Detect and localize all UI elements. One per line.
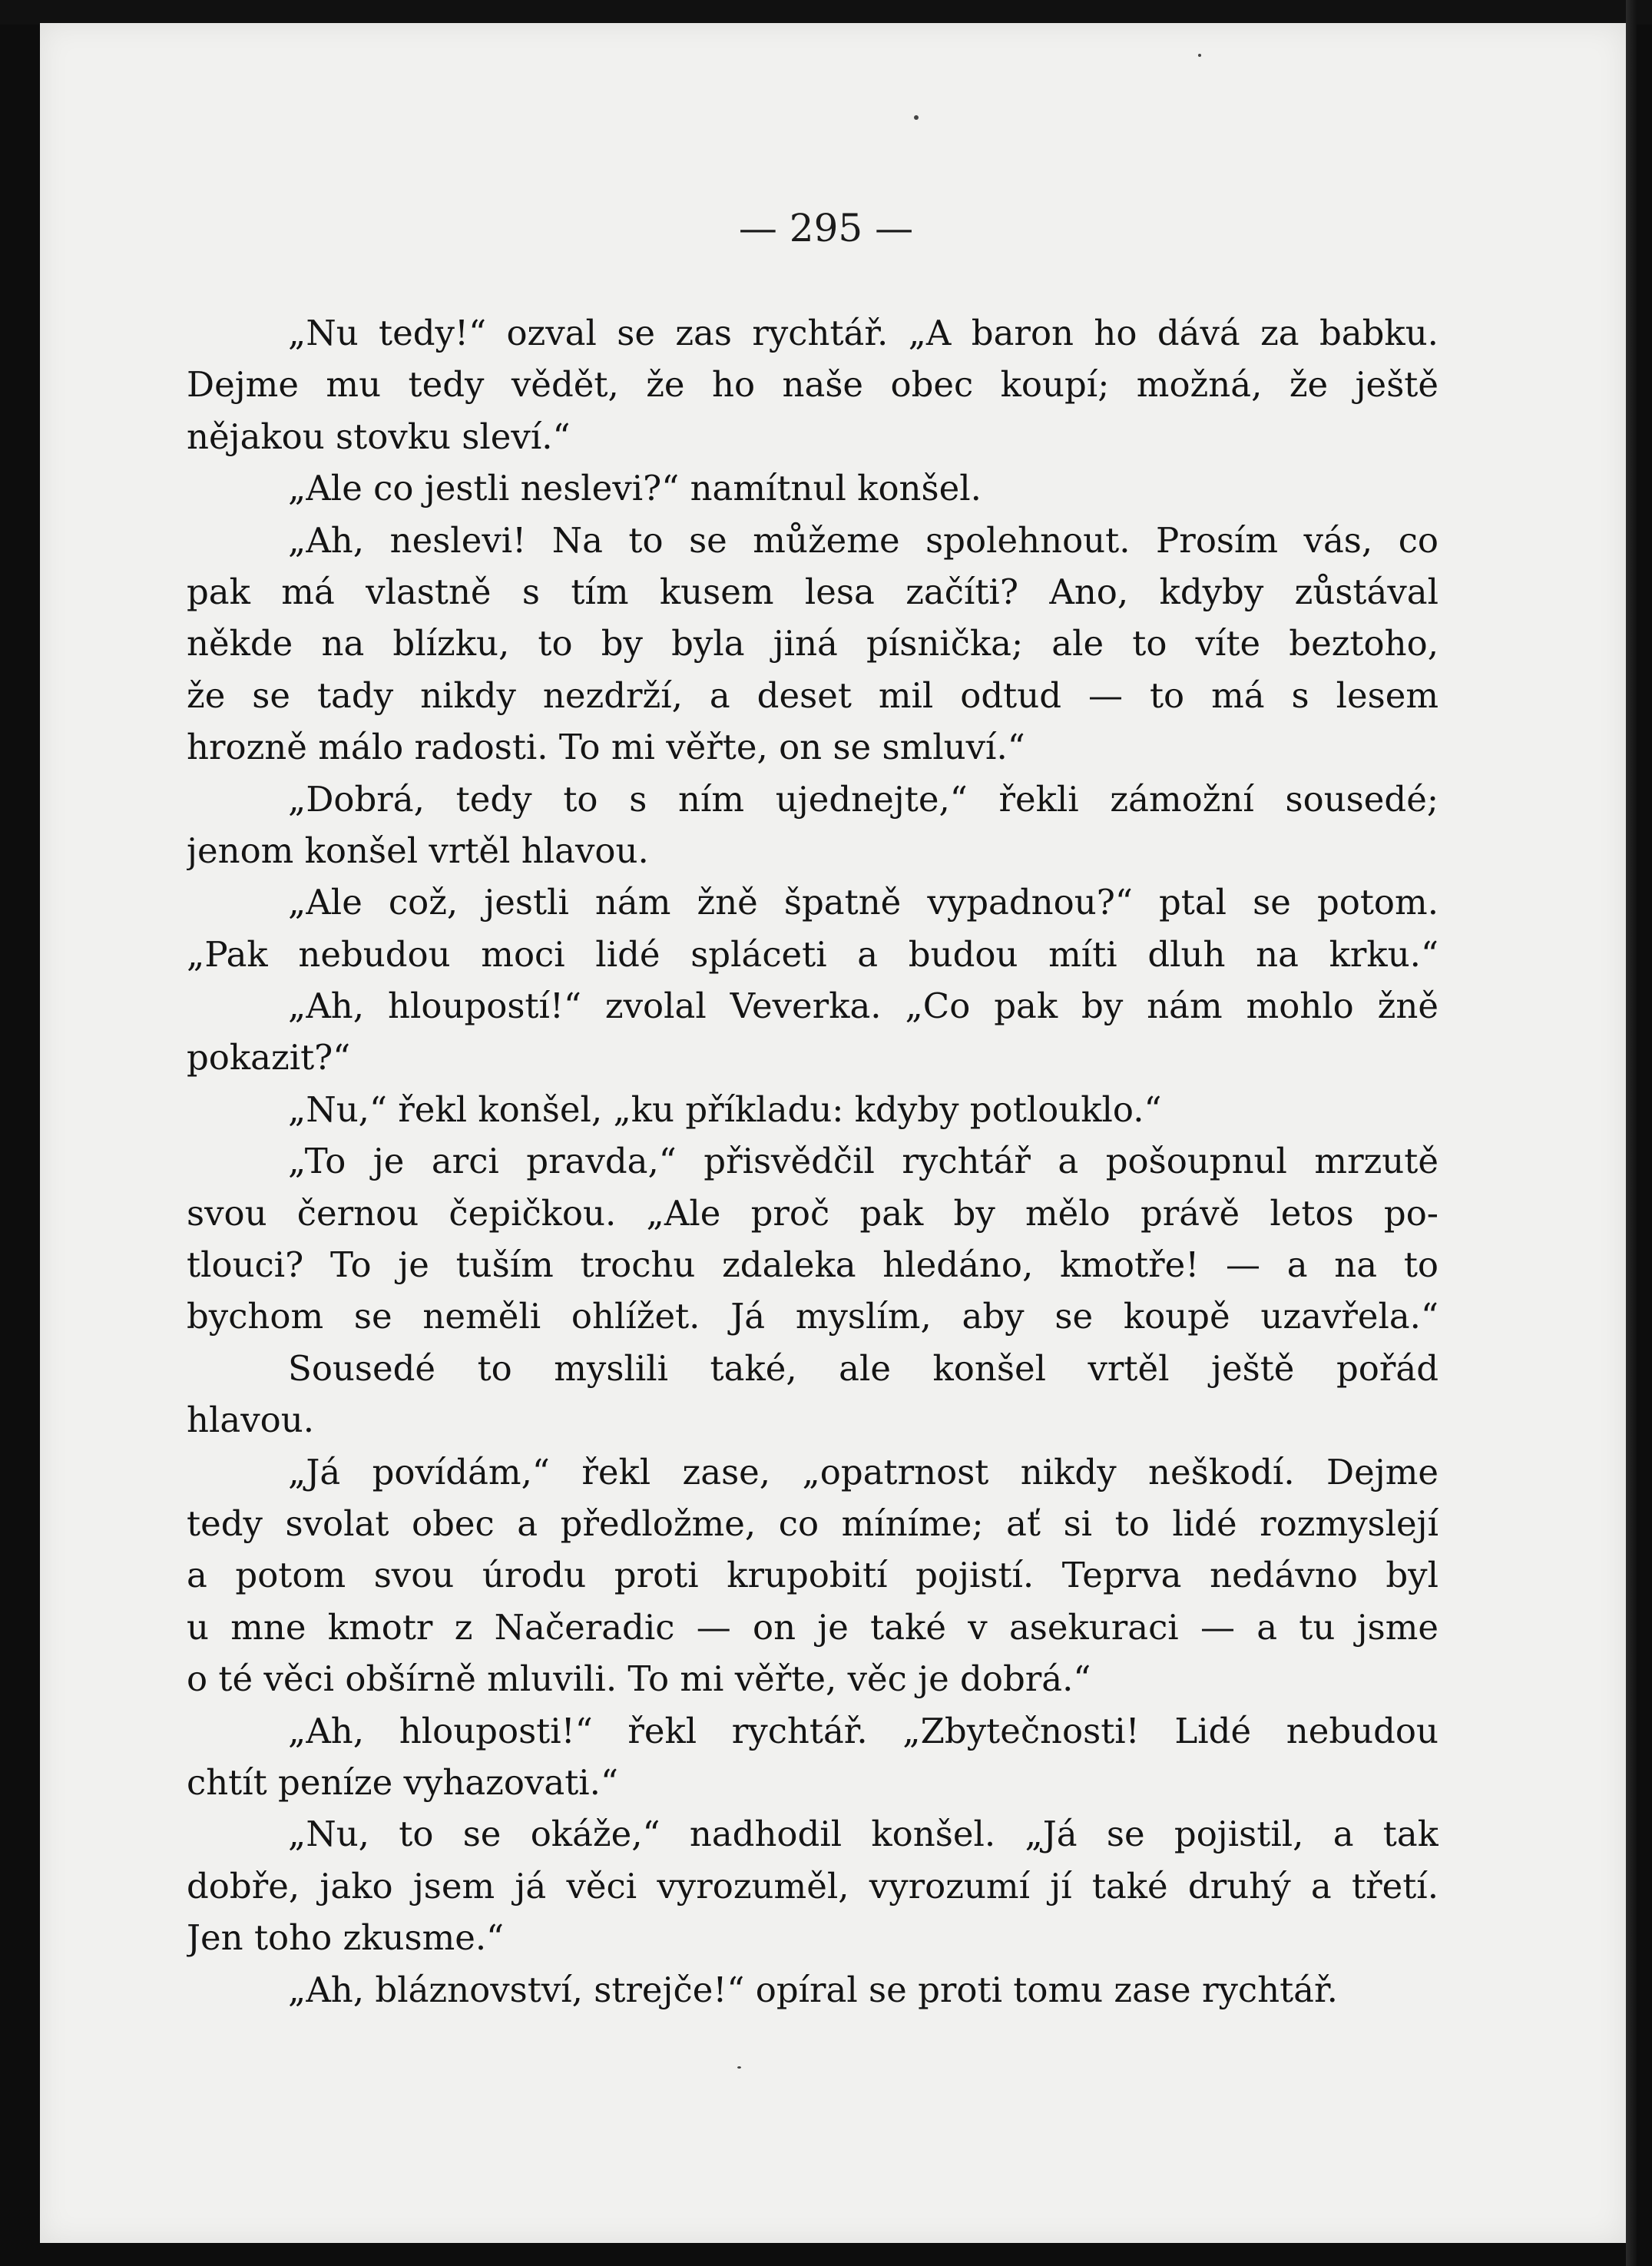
text-line: Jen toho zkusme.“ <box>187 1917 505 1959</box>
text-line: chtít peníze vyhazovati.“ <box>187 1761 618 1803</box>
text-line: že se tady nikdy nezdrží, a deset mil odtud — to má s lesem <box>187 674 1438 716</box>
paper-speck <box>737 2066 741 2069</box>
text-line: někde na blízku, to by byla jiná písnička; ale to víte beztoho, <box>187 623 1438 664</box>
text-line: u mne kmotr z Načeradic — on je také v asekuraci — a tu jsme <box>187 1606 1438 1648</box>
text-line: svou černou čepičkou. „Ale proč pak by mělo právě letos po- <box>187 1192 1438 1234</box>
text-line: tedy svolat obec a předložme, co míníme; ať si to lidé rozmyslejí <box>187 1502 1438 1544</box>
text-line: „Nu, to se okáže,“ nadhodil konšel. „Já se pojistil, a tak <box>288 1814 1438 1855</box>
text-line: pokazit?“ <box>187 1037 351 1078</box>
text-line: jenom konšel vrtěl hlavou. <box>187 830 649 871</box>
text-line: hlavou. <box>187 1400 315 1441</box>
text-line: „Pak nebudou moci lidé spláceti a budou míti dluh na krku.“ <box>187 933 1438 975</box>
text-line: „Ah, hloupostí!“ zvolal Veverka. „Co pak by nám mohlo žně <box>288 986 1438 1027</box>
paper-speck <box>914 115 919 120</box>
text-line: nějakou stovku sleví.“ <box>187 416 571 457</box>
text-line: tlouci? To je tuším trochu zdaleka hledáno, kmotře! — a na to <box>187 1244 1438 1286</box>
text-line: Sousedé to myslili také, ale konšel vrtěl ještě pořád <box>288 1347 1438 1389</box>
scan-top-edge <box>0 0 1652 25</box>
text-line: hrozně málo radosti. To mi věřte, on se smluví.“ <box>187 727 1025 768</box>
text-line: „Nu tedy!“ ozval se zas rychtář. „A baron ho dává za babku. <box>288 313 1438 353</box>
text-line: pak má vlastně s tím kusem lesa začíti? Ano, kdyby zůstával <box>187 571 1438 612</box>
page-number: — 295 — <box>738 206 914 250</box>
text-line: o té věci obšírně mluvili. To mi věřte, věc je dobrá.“ <box>187 1658 1091 1700</box>
text-line: „Ale co jestli neslevi?“ namítnul konšel. <box>288 468 982 509</box>
body-text <box>187 307 1438 2016</box>
text-line: „Ah, bláznovství, strejče!“ opíral se proti tomu zase rychtář. <box>288 1969 1338 2010</box>
text-line: dobře, jako jsem já věci vyrozuměl, vyrozumí jí také druhý a třetí. <box>187 1865 1438 1907</box>
text-line: „Dobrá, tedy to s ním ujednejte,“ řekli zámožní sousedé; <box>288 778 1438 820</box>
text-line: a potom svou úrodu proti krupobití pojistí. Teprva nedávno byl <box>187 1555 1438 1596</box>
text-line: „Ah, hlouposti!“ řekl rychtář. „Zbytečnosti! Lidé nebudou <box>288 1710 1438 1751</box>
scan-right-edge <box>1626 0 1637 2266</box>
text-line: Dejme mu tedy vědět, že ho naše obec koupí; možná, že ještě <box>187 364 1438 406</box>
text-line: „Ale což, jestli nám žně špatně vypadnou?“ ptal se potom. <box>288 882 1438 923</box>
text-line: „Já povídám,“ řekl zase, „opatrnost nikdy neškodí. Dejme <box>288 1451 1438 1492</box>
paper-speck <box>1198 54 1201 57</box>
text-line: „Ah, neslevi! Na to se můžeme spolehnout. Prosím vás, co <box>288 519 1438 561</box>
text-line: bychom se neměli ohlížet. Já myslím, aby se koupě uzavřela.“ <box>187 1296 1438 1337</box>
text-line: „To je arci pravda,“ přisvědčil rychtář a pošoupnul mrzutě <box>288 1141 1438 1182</box>
text-line: „Nu,“ řekl konšel, „ku příkladu: kdyby potlouklo.“ <box>288 1088 1162 1130</box>
